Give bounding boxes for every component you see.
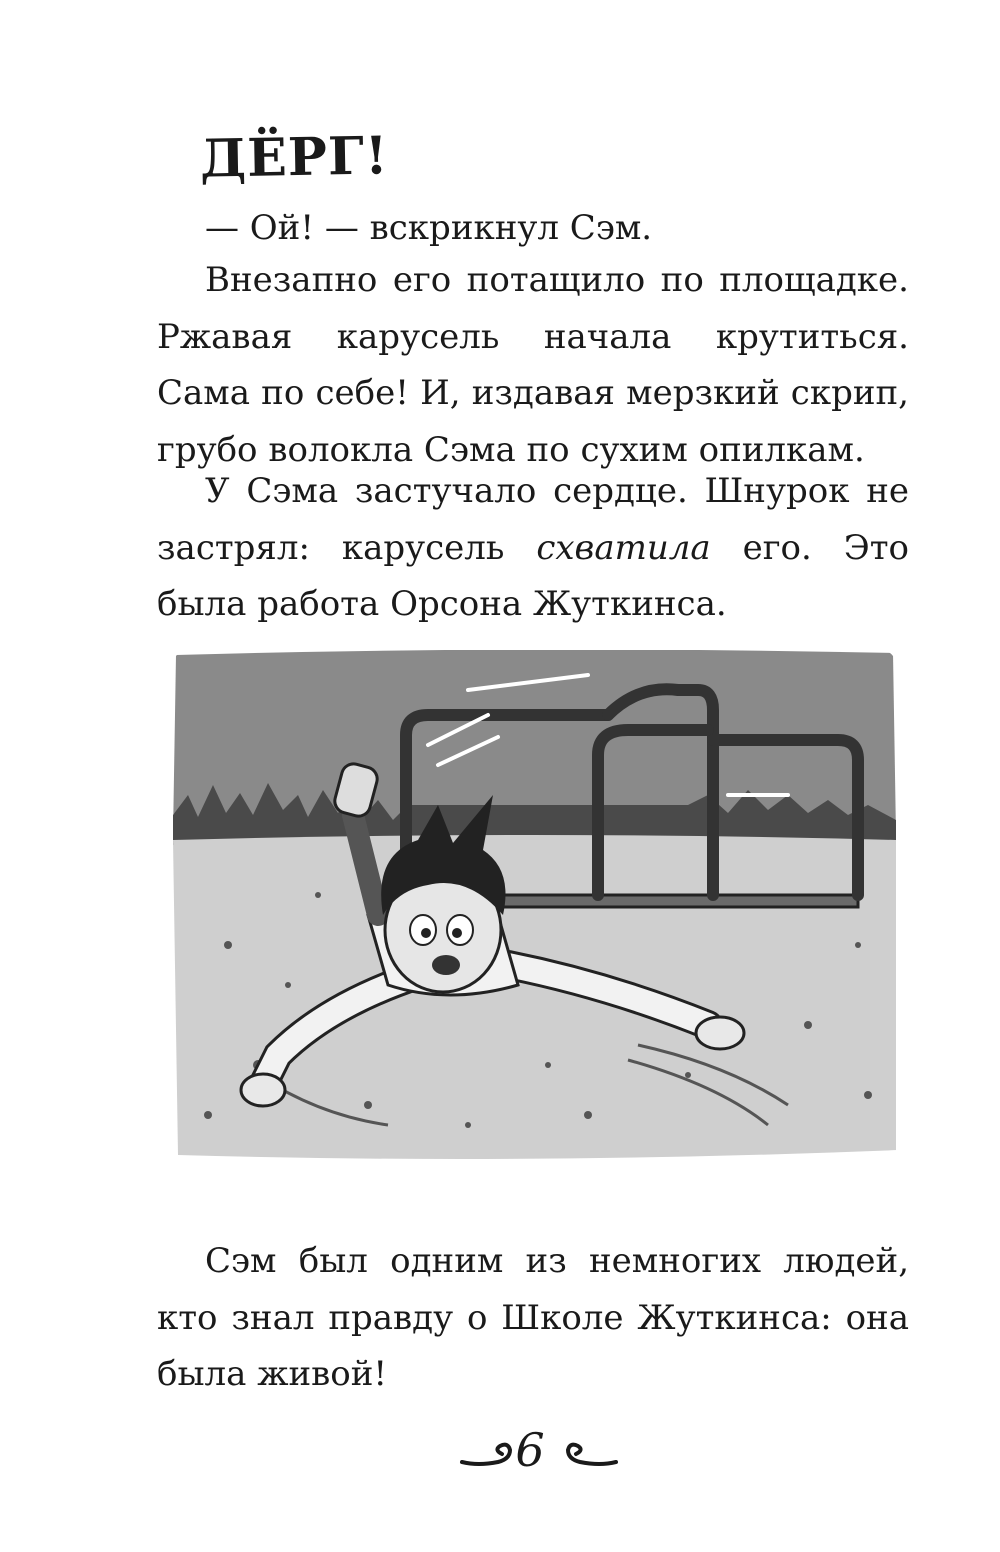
right-ornament-icon bbox=[560, 1432, 620, 1482]
paragraph-4-text: Сэм был одним из немногих людей, кто знал правду о Школе Жуткинса: она была живой! bbox=[157, 1241, 909, 1394]
paragraph-3 bbox=[157, 463, 909, 633]
paragraph-3-text-end: его. Это была работа Орсона Жуткинса. bbox=[157, 527, 909, 624]
paragraph-1-text: — Ой! — вскрикнул Сэм. bbox=[205, 208, 653, 248]
paragraph-1 bbox=[157, 200, 909, 257]
sound-effect-heading: ДЁРГ! bbox=[199, 125, 390, 190]
paragraph-4 bbox=[157, 1233, 909, 1403]
page-number bbox=[440, 1420, 620, 1490]
page-number-text: 6 bbox=[515, 1423, 545, 1477]
paragraph-3-emphasis: схватила bbox=[536, 527, 711, 568]
paragraph-2 bbox=[157, 252, 909, 478]
illustration-boy-dragged-by-merry-go-round bbox=[168, 645, 901, 1170]
paragraph-2-text: Внезапно его потащило по площадке. Ржавая карусель начала крутиться. Сама по себе! И, издавая мерзкий скрип, грубо волокла Сэма по сухим опилкам. bbox=[157, 260, 909, 470]
paragraph-3-text-start: У Сэма застучало сердце. Шнурок не застрял: карусель bbox=[157, 471, 909, 568]
